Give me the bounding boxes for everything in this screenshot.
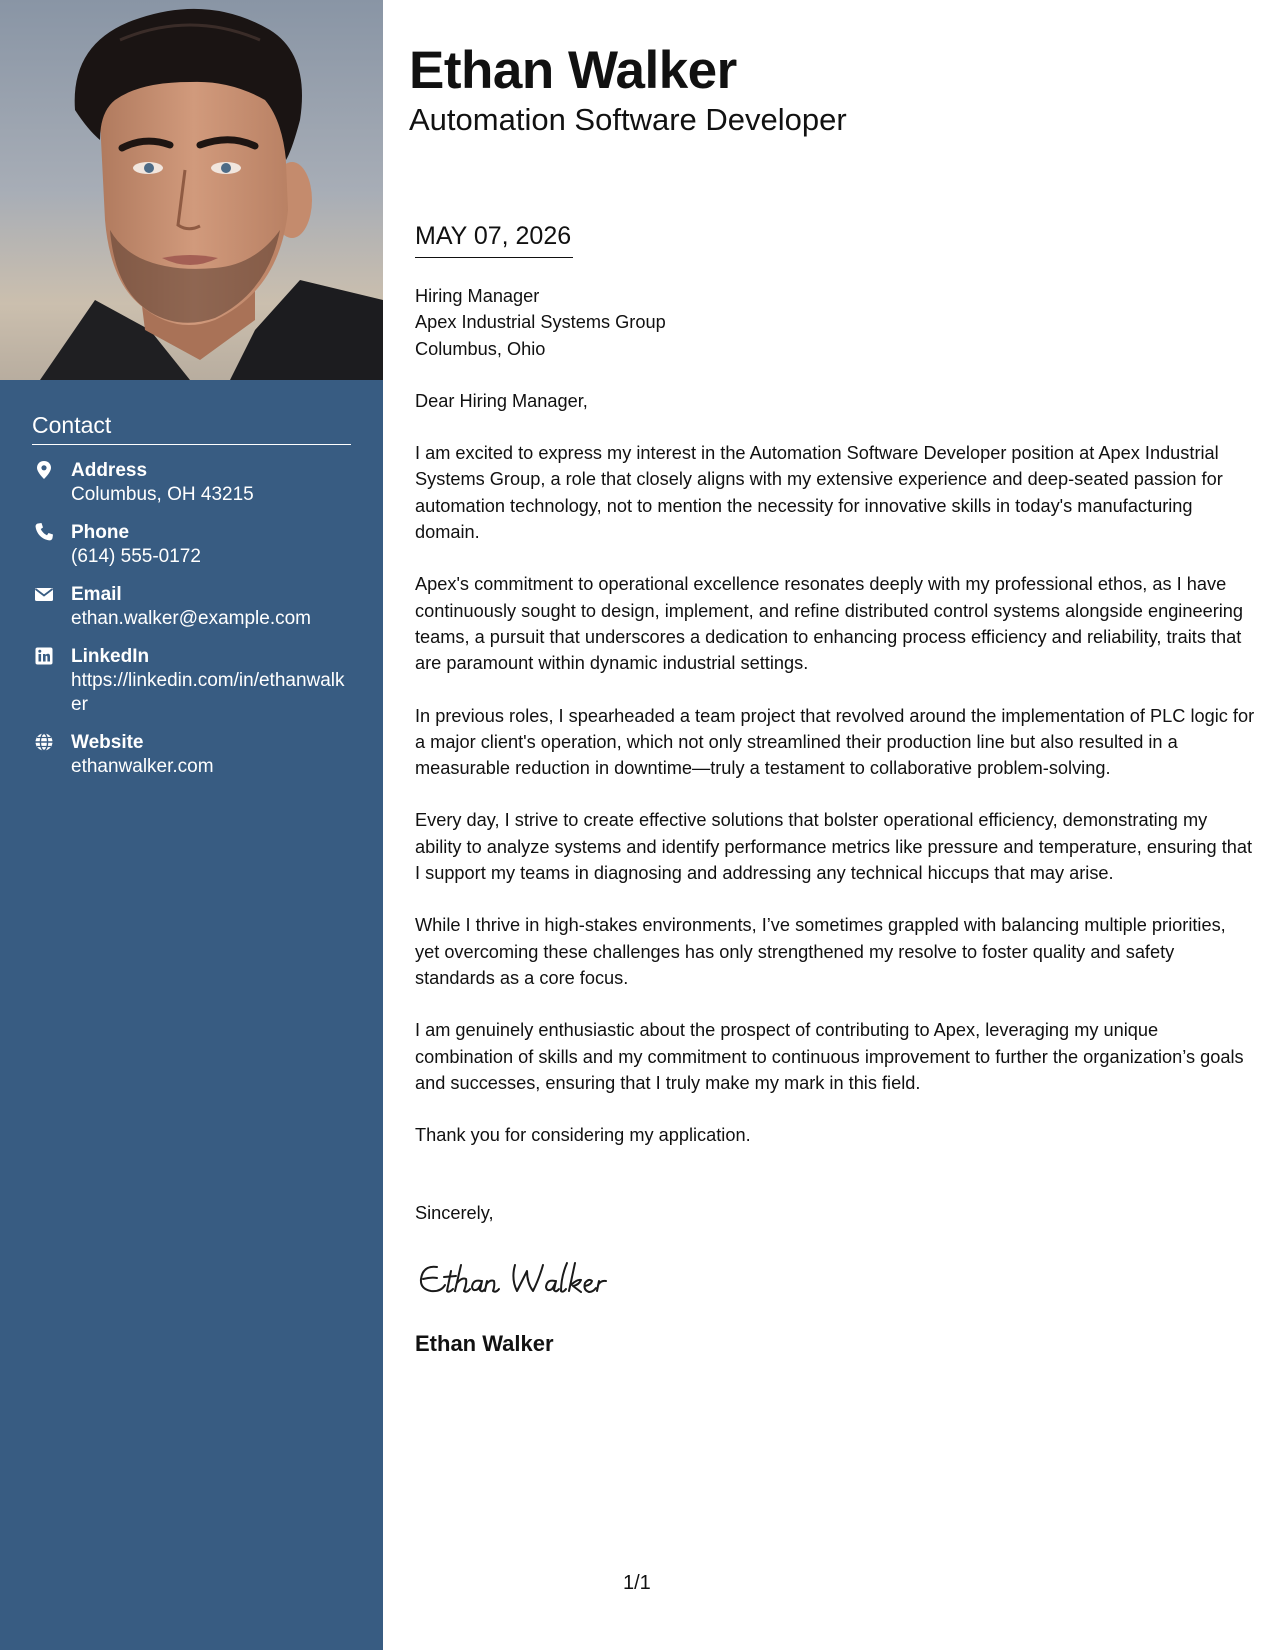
contact-website-label: Website xyxy=(71,732,144,753)
contact-email-value[interactable]: ethan.walker@example.com xyxy=(71,608,312,629)
contact-website xyxy=(32,731,351,779)
linkedin-icon xyxy=(34,646,54,666)
recipient-block xyxy=(415,283,1255,362)
phone-icon xyxy=(34,522,54,542)
contact-linkedin-label: LinkedIn xyxy=(71,646,150,667)
contact-phone xyxy=(32,521,351,569)
signer-name: Ethan Walker xyxy=(415,1330,554,1356)
paragraph-thanks: Thank you for considering my application. xyxy=(415,1125,751,1146)
contact-section xyxy=(32,412,351,793)
recipient-company: Apex Industrial Systems Group xyxy=(415,312,666,333)
contact-linkedin-value[interactable]: https://linkedin.com/in/ethanwalker xyxy=(71,670,345,715)
location-pin-icon xyxy=(34,460,54,480)
recipient-title: Hiring Manager xyxy=(415,286,540,306)
paragraph-3: In previous roles, I spearheaded a team project that revolved around the implementation of PLC logic for a major client's operation, which not only streamlined their production line but also resulted in a measurable reduction in downtime—truly a testament to collaborative problem-solving. xyxy=(415,705,1255,779)
contact-title: Contact xyxy=(32,412,351,445)
paragraph-5: While I thrive in high-stakes environments, I’ve sometimes grappled with balancing multiple priorities, yet overcoming these challenges has only strengthened my resolve to foster quality and safety standards as a core focus. xyxy=(415,915,1226,988)
applicant-name: Ethan Walker xyxy=(409,41,737,100)
contact-website-value[interactable]: ethanwalker.com xyxy=(71,756,214,777)
sidebar xyxy=(0,0,383,1650)
contact-address-label: Address xyxy=(71,460,148,481)
contact-phone-label: Phone xyxy=(71,522,130,543)
profile-photo xyxy=(0,0,383,380)
email-icon xyxy=(34,584,54,604)
recipient-location: Columbus, Ohio xyxy=(415,338,546,359)
paragraph-1: I am excited to express my interest in the Automation Software Developer position at Apex Industrial Systems Group, a role that closely aligns with my extensive experience and deep-seated passion for automation technology, not to mention the necessity for innovative skills in today's manufacturing domain. xyxy=(415,443,1223,543)
contact-email xyxy=(32,583,351,631)
contact-address-value: Columbus, OH 43215 xyxy=(71,484,254,505)
contact-email-label: Email xyxy=(71,584,122,605)
letter-date: MAY 07, 2026 xyxy=(415,222,573,258)
paragraph-6: I am genuinely enthusiastic about the prospect of contributing to Apex, leveraging my unique combination of skills and my commitment to continuous improvement to further the organization’s goals and successes, ensuring that I truly make my mark in this field. xyxy=(415,1020,1244,1093)
letter-date-block xyxy=(415,222,573,258)
applicant-role: Automation Software Developer xyxy=(409,102,847,137)
contact-address xyxy=(32,459,351,507)
closing: Sincerely, xyxy=(415,1203,494,1224)
paragraph-4: Every day, I strive to create effective solutions that bolster operational efficiency, demonstrating my ability to analyze systems and identify performance metrics like pressure and temperature, ensuring that I support my teams in diagnosing and addressing any technical hiccups that may arise. xyxy=(415,810,1253,884)
page-number: 1/1 xyxy=(623,1572,651,1594)
contact-linkedin xyxy=(32,645,351,717)
contact-phone-value: (614) 555-0172 xyxy=(71,546,201,567)
paragraph-2: Apex's commitment to operational excellence resonates deeply with my professional ethos, as I have continuously sought to design, implement, and refine distributed control systems alongside engineering teams, a pursuit that underscores a dedication to enhancing process efficiency and reliability, traits that are paramount within dynamic industrial settings. xyxy=(415,574,1244,674)
letter-body xyxy=(415,283,1255,1357)
globe-icon xyxy=(34,732,54,752)
handwritten-signature xyxy=(415,1255,1255,1307)
salutation: Dear Hiring Manager, xyxy=(415,390,588,411)
